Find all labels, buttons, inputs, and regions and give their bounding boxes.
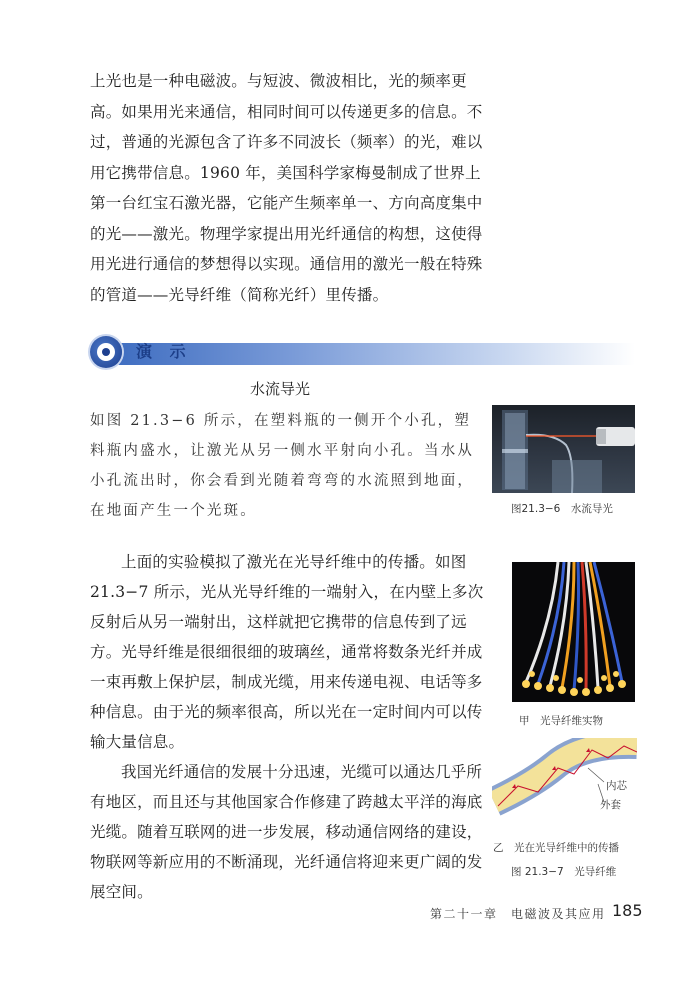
paragraph-development: 我国光纤通信的发展十分迅速，光缆可以通达几乎所有地区，而且还与其他国家合作修建了跨越太平洋的海底光缆。随着互联网的进一步发展，移动通信网络的建设，物联网等新应用的不断涌现，光纤通信将迎来更广阔的发展空间。 bbox=[90, 763, 483, 901]
label-cladding: 外套 bbox=[600, 799, 621, 811]
figure-7b-caption: 乙 光在光导纤维中的传播 bbox=[493, 842, 619, 854]
page-number: 185 bbox=[612, 901, 643, 920]
water-light-photo bbox=[492, 405, 635, 493]
main-text bbox=[90, 547, 488, 907]
demo-label: 演 示 bbox=[136, 342, 192, 361]
optical-fiber-photo bbox=[512, 562, 635, 702]
experiment-title: 水流导光 bbox=[250, 380, 311, 398]
figure-6-caption: 图21.3−6 水流导光 bbox=[511, 503, 613, 515]
figure-7a-caption: 甲 光导纤维实物 bbox=[519, 715, 603, 727]
demo-section-banner bbox=[90, 335, 635, 371]
footer-chapter: 第二十一章 电磁波及其应用 bbox=[430, 907, 606, 921]
label-core: 内芯 bbox=[606, 780, 627, 792]
demo-icon bbox=[90, 336, 122, 368]
intro-paragraph: 上光也是一种电磁波。与短波、微波相比，光的频率更高。如果用光来通信，相同时间可以传递更多的信息。不过，普通的光源包含了许多不同波长（频率）的光，难以用它携带信息。1960 年，美国科学家梅曼制成了世界上第一台红宝石激光器，它能产生频率单一、方向高度集中的光——激光。物理学家提出用光纤通信的构想，这使得用光进行通信的梦想得以实现。通信用的激光一般在特殊的管道——光导纤维（简称光纤）里传播。 bbox=[90, 72, 483, 304]
figure-7-caption: 图 21.3−7 光导纤维 bbox=[511, 866, 617, 878]
paragraph-fiber-propagation: 上面的实验模拟了激光在光导纤维中的传播。如图 21.3−7 所示，光从光导纤维的一端射入，在内壁上多次反射后从另一端射出，这样就把它携带的信息传到了远方。光导纤维是很细很细的玻璃丝，通常将数条光纤并成一束再敷上保护层，制成光缆，用来传递电视、电话等多种信息。由于光的频率很高，所以光在一定时间内可以传输大量信息。 bbox=[90, 553, 484, 751]
experiment-text: 如图 21.3−6 所示，在塑料瓶的一侧开个小孔，塑料瓶内盛水，让激光从另一侧水平射向小孔。当水从小孔流出时，你会看到光随着弯弯的水流照到地面，在地面产生一个光斑。 bbox=[90, 413, 475, 519]
